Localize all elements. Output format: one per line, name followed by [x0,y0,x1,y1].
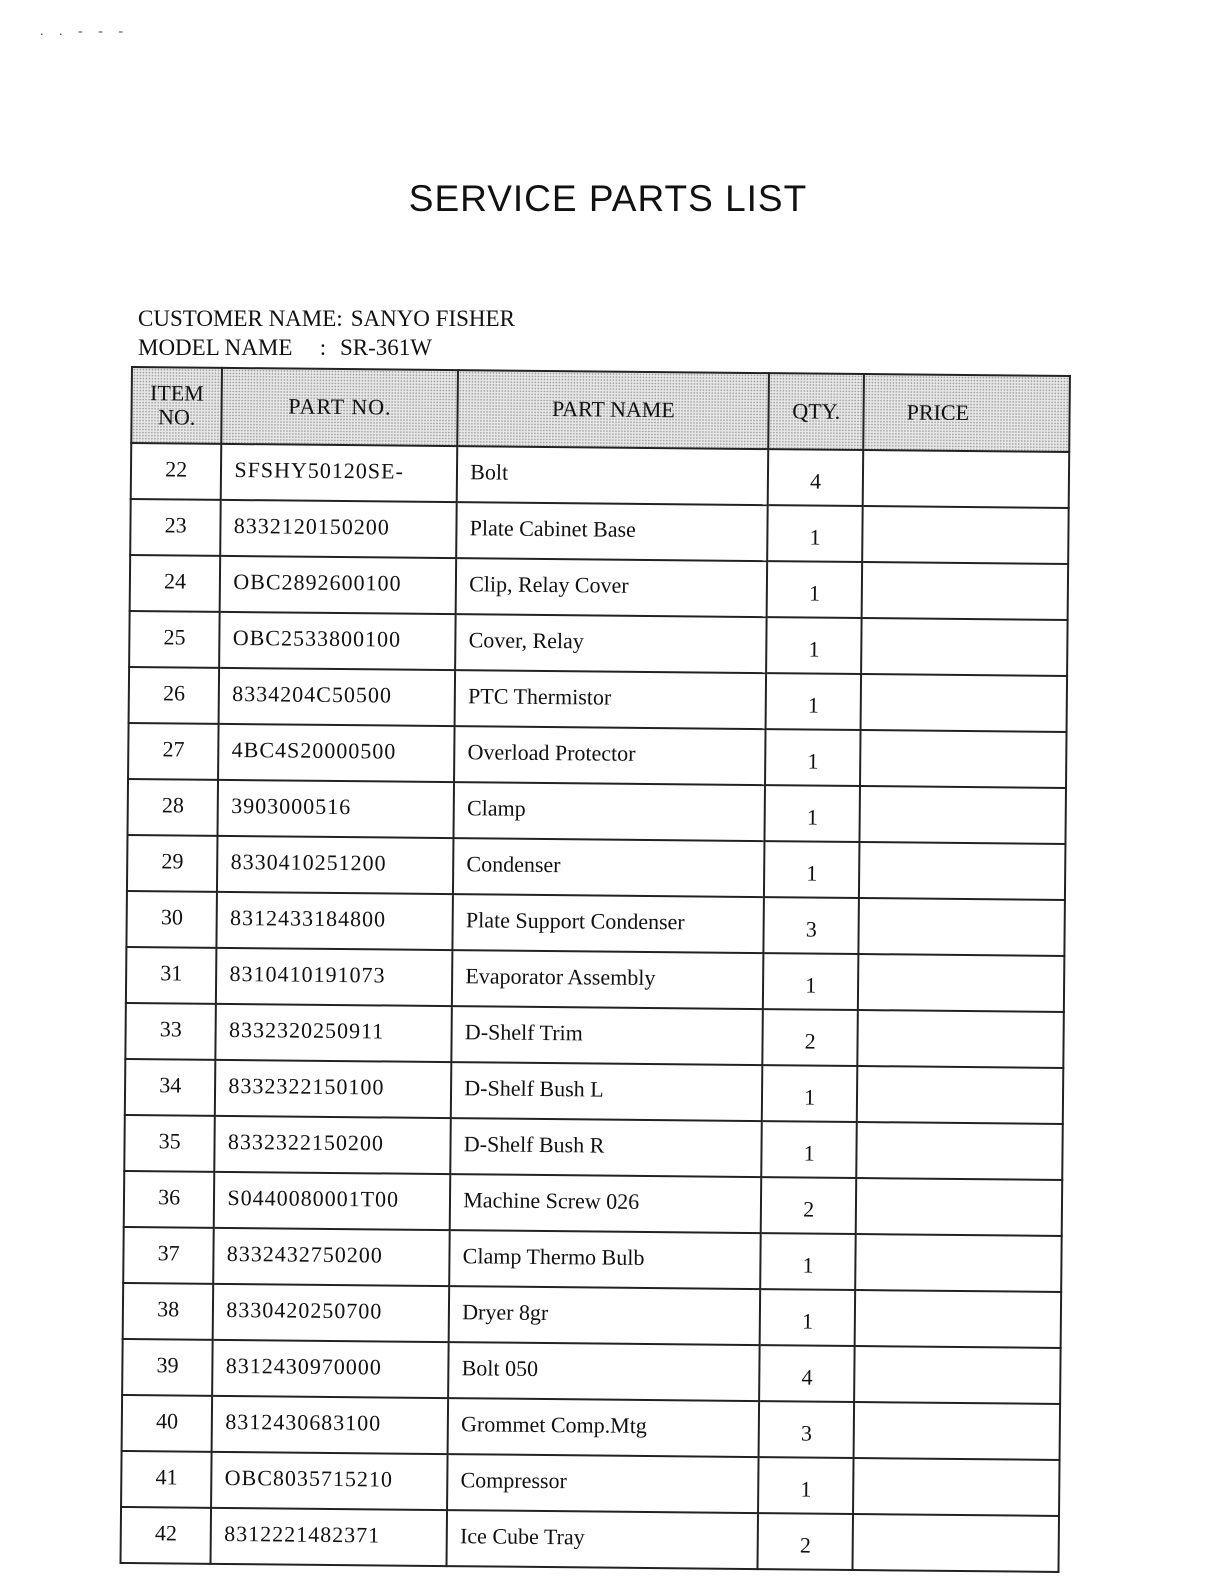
cell-price [856,1122,1062,1180]
cell-item-no: 23 [130,499,221,556]
cell-qty: 1 [762,1065,857,1122]
cell-price [855,1234,1061,1292]
cell-part-no: 8330410251200 [217,836,453,894]
table-row [126,947,1064,1012]
cell-price [861,674,1067,732]
cell-price [854,1402,1060,1460]
cell-item-no: 31 [126,947,217,1004]
header-item-line1: ITEM [149,380,204,406]
cell-price [856,1178,1062,1236]
cell-qty: 1 [766,673,861,730]
table-row [124,1115,1062,1180]
cell-item-no: 25 [129,611,220,668]
cell-part-no: 8312430970000 [213,1340,449,1398]
cell-part-no: SFSHY50120SE- [221,444,457,502]
cell-qty: 2 [758,1513,853,1570]
page-title: SERVICE PARTS LIST [408,178,808,219]
table-row [130,499,1068,564]
table-row [124,1171,1062,1236]
cell-qty: 1 [763,953,858,1010]
cell-price [857,1010,1063,1068]
cell-part-no: OBC2533800100 [219,612,455,670]
cell-part-no: S0440080001T00 [214,1172,450,1230]
cell-item-no: 42 [121,1507,212,1564]
cell-qty: 1 [758,1457,853,1514]
cell-price [862,506,1068,564]
table-header-row [131,367,1070,452]
cell-part-name: Evaporator Assembly [452,950,764,1009]
cell-item-no: 26 [129,667,220,724]
table-row [125,1003,1063,1068]
cell-price [860,786,1066,844]
table-row [121,1507,1059,1572]
customer-name-value: SANYO FISHER [350,306,515,331]
cell-qty: 1 [765,785,860,842]
cell-qty: 1 [760,1289,855,1346]
cell-qty: 1 [767,561,862,618]
cell-qty: 1 [766,617,861,674]
cell-price [858,898,1064,956]
cell-item-no: 22 [131,443,222,500]
cell-item-no: 28 [127,779,218,836]
table-row [129,611,1067,676]
scan-marks: . . - - - [40,24,129,39]
cell-price [858,954,1064,1012]
customer-name-label: CUSTOMER NAME [138,306,337,331]
cell-price [862,562,1068,620]
header-qty: QTY. [769,373,864,450]
table-row [127,779,1065,844]
cell-part-name: PTC Thermistor [455,670,767,729]
table-row [122,1395,1060,1460]
cell-part-name: Condenser [453,838,765,897]
header-price: PRICE [863,374,1070,452]
customer-name-separator: : [336,306,343,331]
cell-part-name: D-Shelf Trim [452,1006,764,1065]
cell-item-no: 35 [124,1115,215,1172]
cell-item-no: 34 [125,1059,216,1116]
cell-part-name: Overload Protector [454,726,766,785]
cell-price [857,1066,1063,1124]
cell-part-no: 3903000516 [218,780,454,838]
cell-item-no: 33 [125,1003,216,1060]
cell-price [863,450,1069,508]
cell-part-name: Plate Cabinet Base [456,502,768,561]
table-row [123,1283,1061,1348]
cell-part-name: Clamp [454,782,766,841]
table-row [126,891,1064,956]
cell-price [853,1458,1059,1516]
cell-qty: 3 [759,1401,854,1458]
cell-part-name: Machine Screw 026 [450,1174,762,1233]
cell-price [855,1290,1061,1348]
cell-item-no: 39 [122,1339,213,1396]
cell-item-no: 41 [121,1451,212,1508]
cell-qty: 1 [768,505,863,562]
cell-price [859,842,1065,900]
cell-part-no: OBC8035715210 [211,1452,447,1510]
cell-item-no: 27 [128,723,219,780]
header-item-line2: NO. [157,404,196,430]
cell-part-name: D-Shelf Bush R [451,1118,763,1177]
cell-item-no: 36 [124,1171,215,1228]
service-parts-table [120,366,1071,1573]
cell-part-name: Bolt 050 [448,1342,760,1401]
cell-part-name: Dryer 8gr [449,1286,761,1345]
customer-name-line [138,306,515,332]
cell-part-name: Plate Support Condenser [453,894,765,953]
cell-part-no: 8310410191073 [216,948,452,1006]
cell-part-name: Grommet Comp.Mtg [448,1398,760,1457]
cell-part-no: 8332432750200 [214,1228,450,1286]
cell-part-no: 8332320250911 [216,1004,452,1062]
cell-part-name: Bolt [457,446,769,505]
cell-item-no: 30 [126,891,217,948]
model-name-label: MODEL NAME [138,335,293,360]
cell-part-no: 8330420250700 [213,1284,449,1342]
cell-part-no: 4BC4S20000500 [218,724,454,782]
cell-item-no: 24 [130,555,221,612]
cell-part-name: Clip, Relay Cover [456,558,768,617]
cell-item-no: 38 [123,1283,214,1340]
cell-qty: 1 [765,729,860,786]
table-row [129,667,1067,732]
cell-part-no: 8312430683100 [212,1396,448,1454]
cell-part-name: D-Shelf Bush L [451,1062,763,1121]
cell-price [854,1346,1060,1404]
cell-part-name: Ice Cube Tray [447,1510,759,1569]
model-name-value: SR-361W [340,335,432,360]
cell-part-no: OBC2892600100 [220,556,456,614]
cell-part-no: 8332120150200 [221,500,457,558]
cell-part-name: Cover, Relay [455,614,767,673]
table-row [127,835,1065,900]
table-row [122,1339,1060,1404]
cell-price [860,730,1066,788]
cell-qty: 1 [762,1121,857,1178]
table-row [121,1451,1059,1516]
cell-part-no: 8312433184800 [217,892,453,950]
cell-part-name: Compressor [447,1454,759,1513]
cell-price [853,1514,1059,1572]
cell-qty: 1 [764,841,859,898]
table-row [123,1227,1061,1292]
model-name-separator: : [319,335,327,360]
cell-part-no: 8312221482371 [211,1508,447,1566]
cell-qty: 2 [763,1009,858,1066]
cell-qty: 2 [761,1177,856,1234]
cell-part-name: Clamp Thermo Bulb [449,1230,761,1289]
table-row [131,443,1069,508]
cell-price [861,618,1067,676]
header-part-name: PART NAME [457,370,769,449]
table-row [125,1059,1063,1124]
header-item-no [131,367,222,444]
header-part-no: PART NO. [222,368,459,446]
cell-qty: 4 [759,1345,854,1402]
table-row [130,555,1068,620]
cell-item-no: 40 [122,1395,213,1452]
table-row [128,723,1066,788]
cell-qty: 3 [764,897,859,954]
model-name-line [138,335,432,361]
cell-qty: 4 [768,449,863,506]
cell-qty: 1 [761,1233,856,1290]
cell-part-no: 8332322150100 [215,1060,451,1118]
cell-part-no: 8332322150200 [215,1116,451,1174]
cell-item-no: 37 [123,1227,214,1284]
cell-part-no: 8334204C50500 [219,668,455,726]
cell-item-no: 29 [127,835,218,892]
